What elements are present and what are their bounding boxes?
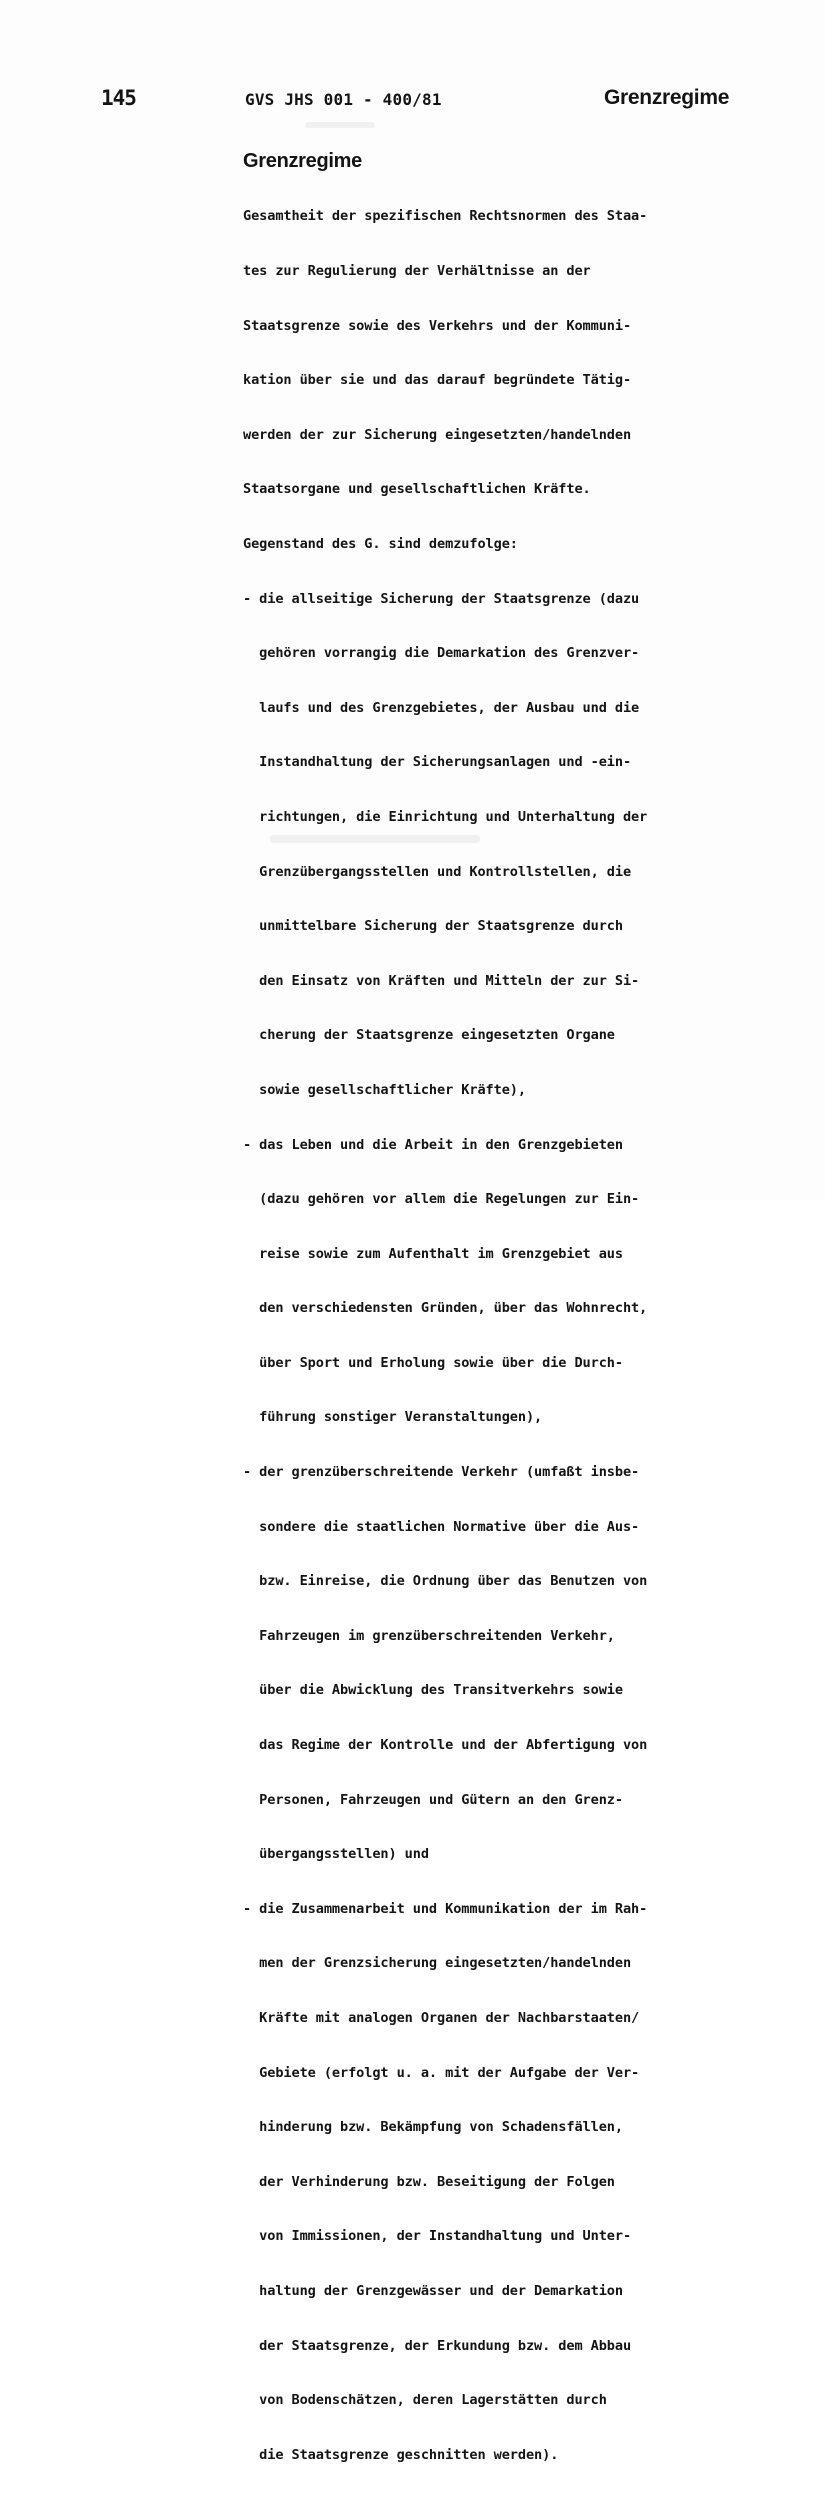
entry-line: Personen, Fahrzeugen und Gütern an den Grenz- xyxy=(243,1791,623,1808)
page-number: 145 xyxy=(101,86,136,110)
entry-title: Grenzregime xyxy=(243,150,362,172)
entry-line: richtungen, die Einrichtung und Unterhaltung der xyxy=(243,808,648,825)
entry-line: der Staatsgrenze, der Erkundung bzw. dem Abbau xyxy=(243,2337,632,2354)
entry-line: über Sport und Erholung sowie über die Durch- xyxy=(243,1354,623,1371)
entry-line: hinderung bzw. Bekämpfung von Schadensfällen, xyxy=(243,2119,623,2136)
document-reference: GVS JHS 001 - 400/81 xyxy=(245,90,442,109)
entry-line: bzw. Einreise, die Ordnung über das Benutzen von xyxy=(243,1573,648,1590)
entry-line: der Verhinderung bzw. Beseitigung der Folgen xyxy=(243,2173,615,2190)
entry-line: führung sonstiger Veranstaltungen), xyxy=(243,1409,543,1426)
entry-line: - das Leben und die Arbeit in den Grenzgebieten xyxy=(243,1136,623,1153)
running-header-term: Grenzregime xyxy=(604,86,730,109)
entry-line: Gegenstand des G. sind demzufolge: xyxy=(243,535,518,552)
entry-line: kation über sie und das darauf begründete Tätig- xyxy=(243,372,632,389)
entry-line: men der Grenzsicherung eingesetzten/handelnden xyxy=(243,1955,632,1972)
entry-line: über die Abwicklung des Transitverkehrs sowie xyxy=(243,1682,623,1699)
entry-line: den verschiedensten Gründen, über das Wohnrecht, xyxy=(243,1300,648,1317)
entry-line: Kräfte mit analogen Organen der Nachbarstaaten/ xyxy=(243,2010,640,2026)
entry-line: Gesamtheit der spezifischen Rechtsnormen des Staa- xyxy=(243,208,648,225)
entry-line: den Einsatz von Kräften und Mitteln der zur Si- xyxy=(243,972,640,989)
entry-line: Grenzübergangsstellen und Kontrollstellen, die xyxy=(243,863,632,880)
entry-line: Gebiete (erfolgt u. a. mit der Aufgabe der Ver- xyxy=(243,2064,640,2081)
entry-line: sowie gesellschaftlicher Kräfte), xyxy=(243,1081,526,1098)
entry-line: cherung der Staatsgrenze eingesetzten Organe xyxy=(243,1027,615,1044)
entry-line: von Immissionen, der Instandhaltung und Unter- xyxy=(243,2228,632,2245)
entry-line: Staatsorgane und gesellschaftlichen Kräfte. xyxy=(243,481,591,498)
entry-line: - der grenzüberschreitende Verkehr (umfaßt insbe- xyxy=(243,1464,640,1481)
entry-line: - die Zusammenarbeit und Kommunikation der im Rah- xyxy=(243,1900,648,1917)
entry-line: sondere die staatlichen Normative über die Aus- xyxy=(243,1518,640,1535)
entry-line: Fahrzeugen im grenzüberschreitenden Verkehr, xyxy=(243,1627,615,1644)
entry-line: das Regime der Kontrolle und der Abfertigung von xyxy=(243,1737,648,1754)
entry-line: übergangsstellen) und xyxy=(243,1846,429,1863)
entry-line: von Bodenschätzen, deren Lagerstätten durch xyxy=(243,2392,607,2409)
entry-line: reise sowie zum Aufenthalt im Grenzgebiet aus xyxy=(243,1245,623,1262)
entry-line: haltung der Grenzgewässer und der Demarkation xyxy=(243,2282,623,2299)
entry-line: Instandhaltung der Sicherungsanlagen und -ein- xyxy=(243,754,632,771)
entry-line: Staatsgrenze sowie des Verkehrs und der Kommuni- xyxy=(243,317,632,334)
entry-line: unmittelbare Sicherung der Staatsgrenze durch xyxy=(243,918,623,935)
entry-line: laufs und des Grenzgebietes, der Ausbau und die xyxy=(243,699,640,716)
entry-line: tes zur Regulierung der Verhältnisse an der xyxy=(243,263,591,279)
entry-line: - die allseitige Sicherung der Staatsgrenze (dazu xyxy=(243,590,640,607)
entry-line: werden der zur Sicherung eingesetzten/handelnden xyxy=(243,426,632,443)
scan-smudge-top xyxy=(305,122,375,128)
entry-line: (dazu gehören vor allem die Regelungen zur Ein- xyxy=(243,1191,640,1208)
entry-body xyxy=(243,171,733,2500)
entry-line: gehören vorrangig die Demarkation des Grenzver- xyxy=(243,645,640,662)
entry-line: die Staatsgrenze geschnitten werden). xyxy=(243,2446,559,2463)
